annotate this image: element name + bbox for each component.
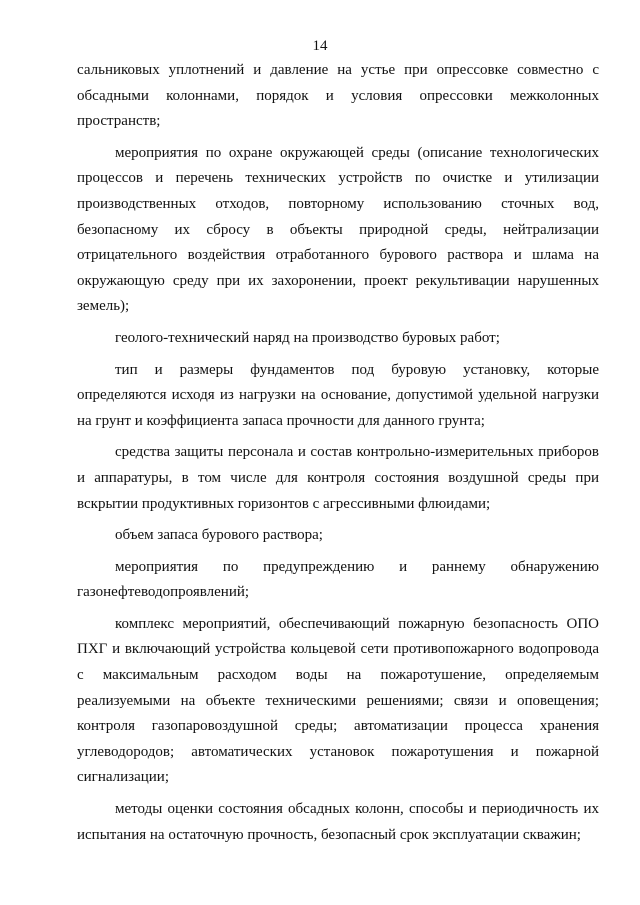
page-number: 14 — [312, 38, 328, 54]
paragraph-9: методы оценки состояния обсадных колонн, способы и периодичность их испытания на остаточную прочность, безопасный срок эксплуатации скважин; — [77, 801, 599, 843]
paragraph-5: средства защиты персонала и состав контрольно-измерительных приборов и аппаратуры, в том числе для контроля состояния воздушной среды при вскрытии продуктивных горизонтов с агрессивными флюидами; — [77, 444, 599, 512]
paragraph-2: мероприятия по охране окружающей среды (описание технологических процессов и перечень технических устройств по очистке и утилизации производственных отходов, повторному использованию сточных вод, безопасному их сбросу в объекты природной среды, нейтрализации отрицательного воздействия отработанного бурового раствора и шлама на окружающую среду при их захоронении, проект рекультивации нарушенных земель); — [77, 144, 599, 315]
paragraph-6: объем запаса бурового раствора; — [115, 527, 323, 544]
paragraph-7: мероприятия по предупреждению и раннему обнаружению газонефтеводопроявлений; — [77, 558, 599, 601]
paragraph-8: комплекс мероприятий, обеспечивающий пожарную безопасность ОПО ПХГ и включающий устройства кольцевой сети противопожарного водопровода с максимальным расходом воды на пожаротушение, определяемым реализуемыми на объекте техническими решениями; связи и оповещения; контроля газопаровоздушной среды; автоматизации процесса хранения углеводородов; автоматических установок пожаротушения и пожарной сигнализации; — [77, 615, 599, 786]
paragraph-3: геолого-технический наряд на производство буровых работ; — [115, 329, 500, 346]
paragraph-4: тип и размеры фундаментов под буровую установку, которые определяются исходя из нагрузки на основание, допустимой удельной нагрузки на грунт и коэффициента запаса прочности для данного грунта; — [77, 361, 599, 429]
document-body — [77, 58, 599, 854]
paragraph-1: сальниковых уплотнений и давление на устье при опрессовке совместно с обсадными колоннами, порядок и условия опрессовки межколонных пространств; — [77, 62, 599, 130]
